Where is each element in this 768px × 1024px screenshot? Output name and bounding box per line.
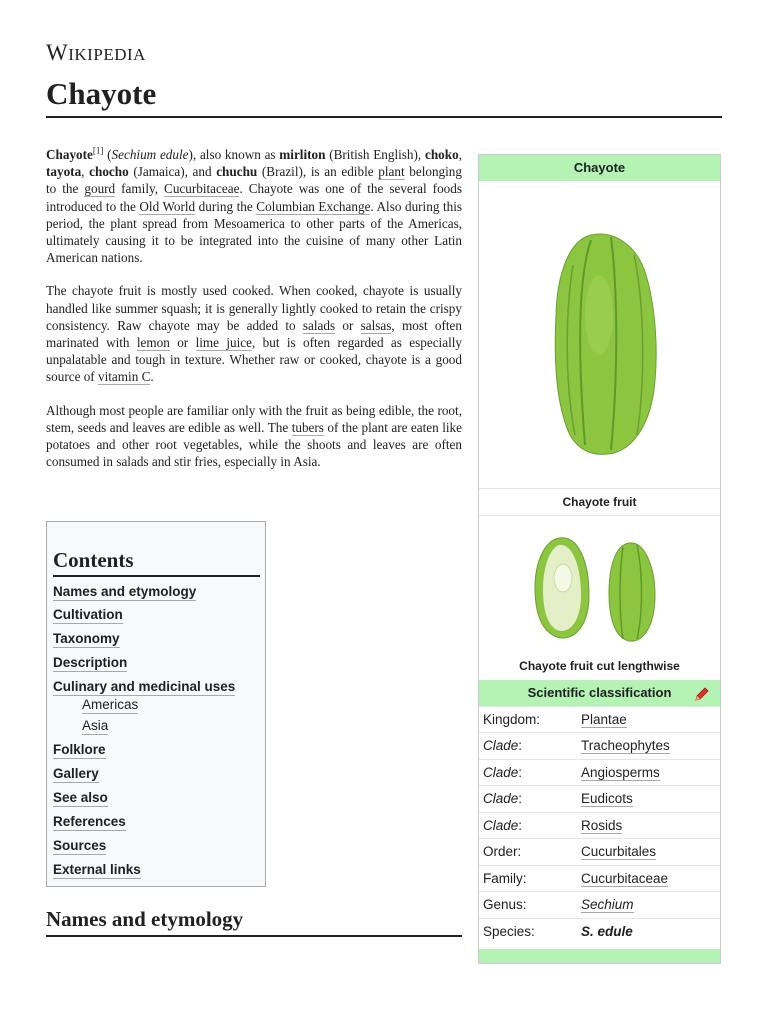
text-span: . xyxy=(150,369,154,385)
toc-item-description[interactable]: Description xyxy=(53,655,128,670)
taxon-link[interactable]: Cucurbitales xyxy=(581,844,657,859)
taxon-rank: Genus: xyxy=(483,897,527,912)
image-caption: Chayote fruit cut lengthwise xyxy=(519,659,680,673)
taxon-row xyxy=(479,918,720,945)
toc-item-see-also[interactable]: See also xyxy=(53,790,108,805)
taxon-link[interactable]: Rosids xyxy=(581,818,623,833)
text-span: (Brazil), is an edible xyxy=(257,164,379,180)
classification-title: Scientific classification xyxy=(527,685,672,700)
taxon-row xyxy=(479,838,720,865)
toc-item-cultivation[interactable]: Cultivation xyxy=(53,607,123,622)
section-divider xyxy=(46,935,462,937)
divider xyxy=(479,515,720,516)
toc-subitem-americas[interactable]: Americas xyxy=(82,697,139,712)
taxon-link[interactable]: Cucurbitaceae xyxy=(581,871,669,886)
text-span: ), also known as xyxy=(188,147,280,162)
link-lemon[interactable]: lemon xyxy=(136,335,170,351)
wikipedia-logo[interactable]: WIKIPEDIA xyxy=(46,40,146,65)
toc-item-folklore[interactable]: Folklore xyxy=(53,742,106,757)
link-plant[interactable]: plant xyxy=(378,164,405,180)
taxon-rank: Clade: xyxy=(483,818,523,833)
infobox-footer xyxy=(479,949,720,963)
taxon-rank: Family: xyxy=(483,871,527,886)
text-span: or xyxy=(169,335,196,351)
toc-item-taxonomy[interactable]: Taxonomy xyxy=(53,631,120,646)
toc-item-culinary-uses[interactable]: Culinary and medicinal uses xyxy=(53,679,236,694)
text-span: or xyxy=(335,317,361,333)
taxon-row xyxy=(479,865,720,892)
text-span: of the plant are eaten like potatoes and other root vegetables, while the shoots and leaves are often consumed in salads and stir fries, especially in Asia. xyxy=(46,419,462,470)
edit-pencil-icon[interactable] xyxy=(694,686,710,702)
section-heading: Names and etymology xyxy=(46,907,244,931)
text-span: , most often marinated with xyxy=(46,317,462,351)
taxon-row xyxy=(479,812,720,839)
link-tubers[interactable]: tubers xyxy=(291,419,324,435)
link-vitamin-c[interactable]: vitamin C xyxy=(98,369,151,385)
table-of-contents xyxy=(46,521,266,887)
image-caption: Chayote fruit xyxy=(562,495,637,509)
reference-link[interactable]: [1] xyxy=(92,145,104,156)
taxon-row xyxy=(479,759,720,786)
toc-item-names-and-etymology[interactable]: Names and etymology xyxy=(53,584,197,599)
taxon-rank: Species: xyxy=(483,924,535,939)
taxon-rank: Order: xyxy=(483,844,522,859)
paragraph-intro: Chayote[1] (Sechium edule), also known as mirliton (British English), choko, tayota, chocho (Jamaica), and chuchu (Brazil), is an edible plant belonging to the gourd family, Cucurbitaceae. Chayote was one of the several foods introduced to the Old World during the Columbian Exchange. Also during this period, the plant spread from Mesoamerica to other parts of the Americas, ultimately causing it to be integrated into the cuisine of many other Latin American nations. xyxy=(46,145,463,266)
taxon-row xyxy=(479,706,720,733)
link-salads[interactable]: salads xyxy=(302,317,336,333)
infobox xyxy=(478,154,721,964)
bold-term: tayota xyxy=(46,164,82,180)
link-old-world[interactable]: Old World xyxy=(139,198,196,214)
taxon-link[interactable]: Sechium xyxy=(581,897,634,912)
chayote-cut-image[interactable] xyxy=(519,523,689,653)
text-span: Although most people are familiar only with the fruit as being edible, the root, stem, seeds and leaves are edible as well. The xyxy=(46,402,462,435)
clade-label: Clade xyxy=(483,765,519,780)
text-span: . Also during this period, the plant spread from Mesoamerica to other parts of the Americas, ultimately causing it to be integrated into the cuisine of many other Latin American nations. xyxy=(46,198,463,266)
taxon-row xyxy=(479,891,720,918)
taxon-link[interactable]: Eudicots xyxy=(581,791,633,806)
species-name: S. edule xyxy=(581,924,633,939)
link-salsas[interactable]: salsas xyxy=(360,317,392,333)
paragraph-edible-parts xyxy=(46,402,462,471)
bold-term: Chayote xyxy=(46,147,93,162)
text-span: belonging to the xyxy=(46,164,462,197)
text-span: during the xyxy=(195,198,257,214)
bold-term: mirliton xyxy=(279,147,326,162)
link-columbian-exchange[interactable]: Columbian Exchange xyxy=(256,198,371,214)
divider xyxy=(479,488,720,489)
taxon-link[interactable]: Angiosperms xyxy=(581,765,660,780)
link-lime-juice[interactable]: lime juice xyxy=(195,335,252,351)
taxon-rank: Clade: xyxy=(483,765,523,780)
title-divider xyxy=(46,116,722,118)
taxon-link[interactable]: Tracheophytes xyxy=(581,738,670,753)
scientific-name: Sechium edule xyxy=(111,147,189,162)
taxon-rank: Kingdom: xyxy=(483,712,541,727)
taxon-row xyxy=(479,785,720,812)
text-span: The chayote fruit is mostly used cooked. When cooked, chayote is usually handled like summer squash; it is generally lightly cooked to retain the crispy consistency. Raw chayote may be added to xyxy=(46,283,462,333)
toc-item-gallery[interactable]: Gallery xyxy=(53,766,99,781)
article-body xyxy=(46,146,462,486)
paragraph-culinary xyxy=(46,282,462,385)
infobox-title: Chayote xyxy=(479,155,720,181)
text-span: , but is often regarded as especially unpalatable and tough in texture. Whether raw or cooked, chayote is a good source of xyxy=(46,335,462,385)
toc-title: Contents xyxy=(53,548,134,572)
clade-label: Clade xyxy=(483,818,519,833)
taxon-row xyxy=(479,732,720,759)
toc-divider xyxy=(53,575,260,577)
text-span: (British English), xyxy=(325,147,425,162)
page-title: Chayote xyxy=(46,76,157,111)
bold-term: choko xyxy=(424,147,459,162)
bold-term: chuchu xyxy=(216,164,258,180)
clade-label: Clade xyxy=(483,738,519,753)
toc-item-external-links[interactable]: External links xyxy=(53,862,141,877)
clade-label: Clade xyxy=(483,791,519,806)
taxon-link[interactable]: Plantae xyxy=(581,712,627,727)
toc-item-sources[interactable]: Sources xyxy=(53,838,107,853)
link-cucurbitaceae[interactable]: Cucurbitaceae xyxy=(164,181,240,197)
link-gourd[interactable]: gourd xyxy=(84,181,116,197)
taxon-rank: Clade: xyxy=(483,738,523,753)
taxon-rank: Clade: xyxy=(483,791,523,806)
bold-term: chocho xyxy=(89,164,129,180)
toc-item-references[interactable]: References xyxy=(53,814,126,829)
text-span: family, xyxy=(115,181,165,197)
text-span: (Jamaica), and xyxy=(128,164,217,180)
classification-header xyxy=(479,680,720,706)
text-span: . Chayote was one of the several foods introduced to the xyxy=(46,181,462,214)
chayote-fruit-image[interactable] xyxy=(499,185,699,485)
toc-subitem-asia[interactable]: Asia xyxy=(82,718,109,733)
